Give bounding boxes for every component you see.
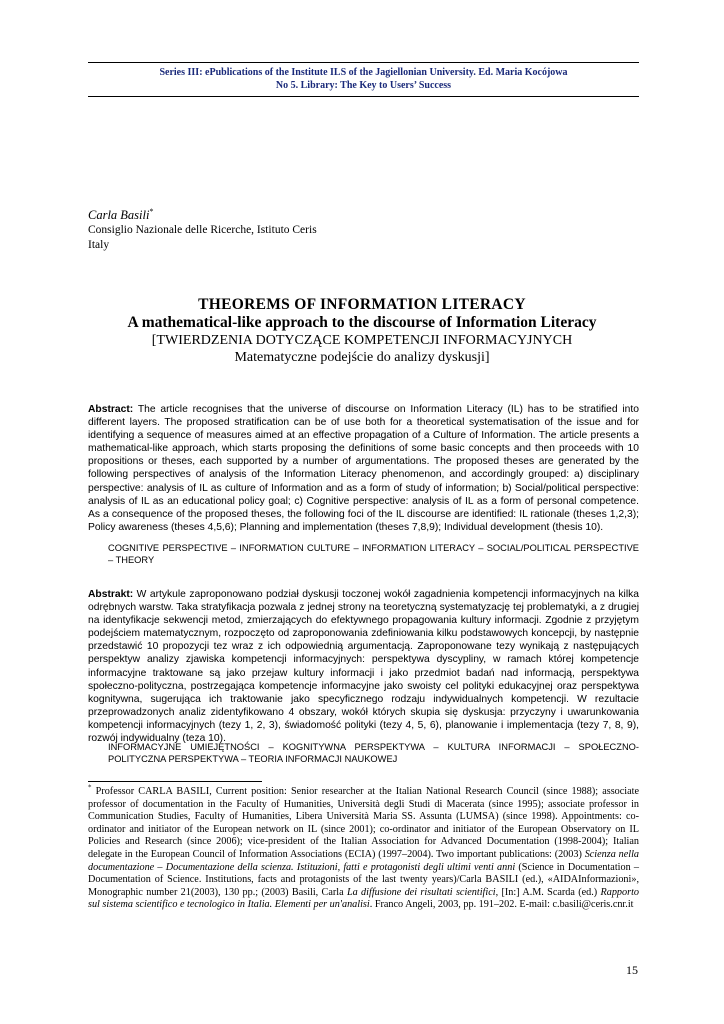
series-line-1: Series III: ePublications of the Institute ILS of the Jagiellonian University. Ed. Maria Kocójowa xyxy=(159,67,568,78)
keywords-polish: INFORMACYJNE UMIEJĘTNOŚCI – KOGNITYWNA PERSPEKTYWA – KULTURA INFORMACJI – SPOŁECZNO-POLITYCZNA PERSPEKTYWA – TEORIA INFORMACJI NAUKOWEJ xyxy=(108,742,639,764)
header-top-rule xyxy=(88,62,639,63)
footnote-part-3: , [In:] A.M. Scarda (ed.) xyxy=(495,886,601,898)
header-bottom-rule xyxy=(88,96,639,97)
title-polish-sub: Matematyczne podejście do analizy dyskusji] xyxy=(234,350,490,365)
title-main: THEOREMS OF INFORMATION LITERACY xyxy=(198,296,526,313)
author-affiliation: Consiglio Nazionale delle Ricerche, Istituto Ceris xyxy=(88,224,317,236)
title-polish-main: [TWIERDZENIA DOTYCZĄCE KOMPETENCJI INFORMACYJNYCH xyxy=(151,333,573,348)
footnote-mark: * xyxy=(88,783,92,792)
abstract-english-text: The article recognises that the universe of discourse on Information Literacy (IL) has to be stratified into different layers. The proposed stratification can be of use both for a theoretical systematisation of the issue and for identifying a sequence of measures aimed at an effective propagation of a Culture of Information. The article presents a mathematical-like approach, which starts proposing the definitions of some basic concepts and then proceeds with 10 propositions or theses, each supported by a number of argumentations. The proposed theses are generated by the following perspectives of analysis of the Information Literacy phenomenon, and accordingly grouped: a) disciplinary perspective: analysis of IL as culture of Information and as a form of study of information; b) Social/political perspective: analysis of IL as an educational policy goal; c) Cognitive perspective: analysis of IL as a form of personal competence. As a consequence of the proposed theses, the following foci of the IL discourse are identified: IL rationale (theses 1,2,3); Policy awareness (theses 4,5,6); Planning and implementation (theses 7,8,9); Individual development (thesis 10). xyxy=(88,404,639,533)
series-header xyxy=(88,66,639,92)
keywords-english: COGNITIVE PERSPECTIVE – INFORMATION CULTURE – INFORMATION LITERACY – SOCIAL/POLITICAL PERSPECTIVE – THEORY xyxy=(108,543,639,565)
abstract-polish-label: Abstrakt: xyxy=(88,589,134,600)
abstract-english-label: Abstract: xyxy=(88,404,134,415)
footnote-italic-3: Rapporto sul sistema scientifico e tecnologico in Italia. Elementi per un'analisi xyxy=(88,886,640,911)
author-country: Italy xyxy=(88,239,110,251)
title-block xyxy=(60,296,664,366)
footnote-part-1: Professor CARLA BASILI, Current position: Senior researcher at the Italian National Research Council (since 1988); associate professor of documentation in the Faculty of Humanities, Università degli Studi di Macerata (since 1995); associate professor in Communication Studies, Faculty of Humanities, Libera Università Maria SS. Assunta (LUMSA) (since 1998). Appointments: co-ordinator and initiator of the European network on IL (since 2001); co-ordinator and initiator of the European Observatory on IL Policies and Research (since 2006); vice-president of the Italian Association for Advanced Documentation (1998-2004); Italian delegate in the European Council of Information Associations (ECIA) (1997–2004). Two important publications: (2003) xyxy=(88,786,640,860)
author-name-line xyxy=(88,208,488,223)
title-subtitle: A mathematical-like approach to the discourse of Information Literacy xyxy=(127,314,597,331)
footnote-separator xyxy=(88,781,262,782)
footnote-part-2: (Science in Documentation – Documentation of Science. Institutions, facts and protagonists of the last twenty years)/Carla BASILI (ed.), «AIDAInformazioni», Monographic number 21(2003), 130 pp.; (2003) Basili, Carla xyxy=(88,861,639,898)
author-name: Carla Basili xyxy=(88,208,150,222)
abstract-polish-text: W artykule zaproponowano podział dyskusji toczonej wokół zagadnienia kompetencji informacyjnych na kilka odrębnych warstw. Taka stratyfikacja pozwala z jednej strony na teoretyczną systematyzację tej problematyki, a z drugiej na identyfikacje sekwencji metod, zmierzających do efektywnego propagowania kultury informacji. Zgodnie z przyjętym podejściem matematycznym, rozpoczęto od zaproponowania zdefiniowania kilku podstawowych koncepcji, by następnie przedstawić 10 propozycji tez wraz z ich odpowiednią argumentacją. Zaproponowane tezy wynikają z następujących perspektyw analizy zjawiska kompetencji informacyjnych: perspektywa dyscypliny, w ramach której kompetencje informacyjne traktowane są jako przejaw kultury informacji i jako przedmiot badań nad informacją, perspektywa społeczno-polityczna, postrzegająca kompetencje informacyjne jako swoisty cel polityki edukacyjnej oraz perspektywa kognitywna, sugerująca ich traktowanie jako specyficznego rodzaju indywidualnych kompetencji. W rezultacie przeprowadzonych analiz zidentyfikowano 4 obszary, wokół których skupia się dyskusja: przyczyny i uwarunkowania kompetencji informacyjnych (tezy 1, 2, 3), świadomość polityki (tezy 4, 5, 6), planowanie i implementacja (tezy 7, 8, 9), rozwój indywidualny (teza 10). xyxy=(88,589,639,745)
footnote-italic-1: Scienza nella documentazione – Documentazione della scienza. Istituzioni, fatti e protagonisti degli ultimi venti anni xyxy=(88,848,640,873)
page-number: 15 xyxy=(626,963,638,977)
author-block xyxy=(88,208,488,253)
footnote-part-4: . Franco Angeli, 2003, pp. 191–202. E-mail: c.basili@ceris.cnr.it xyxy=(369,899,634,911)
abstract-english xyxy=(88,403,639,534)
author-footnote-mark: * xyxy=(149,206,154,216)
author-footnote xyxy=(88,783,640,912)
footnote-italic-2: La diffusione dei risultati scientifici xyxy=(346,886,496,898)
series-line-2: No 5. Library: The Key to Users’ Success xyxy=(275,80,452,91)
abstract-polish xyxy=(88,588,639,745)
